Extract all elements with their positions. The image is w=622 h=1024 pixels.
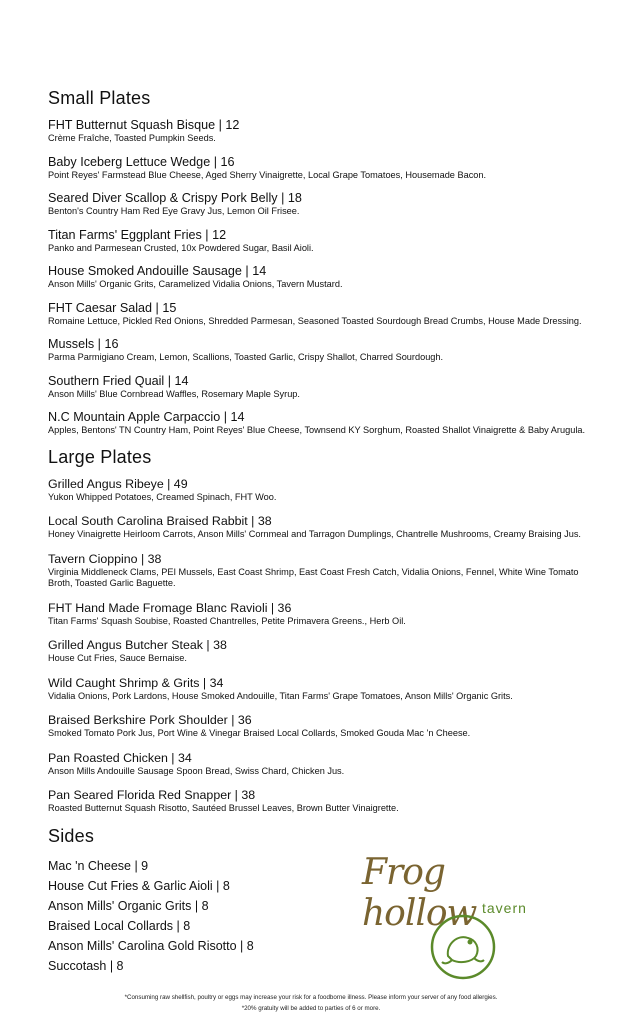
menu-item-name: Pan Seared Florida Red Snapper | 38 <box>48 788 256 802</box>
menu-item-name: Mussels | 16 <box>48 337 119 351</box>
menu-item-description: Vidalia Onions, Pork Lardons, House Smoked Andouille, Titan Farms' Grape Tomatoes, Anson Mills' Organic Grits. <box>48 690 513 701</box>
menu-item <box>48 374 600 401</box>
menu <box>48 88 600 979</box>
menu-item-name: Seared Diver Scallop & Crispy Pork Belly | 18 <box>48 191 302 205</box>
section-title: Sides <box>48 825 95 846</box>
menu-item-description: Point Reyes' Farmstead Blue Cheese, Aged Sherry Vinaigrette, Local Grape Tomatoes, Housemade Bacon. <box>48 169 487 180</box>
menu-item <box>48 301 600 328</box>
menu-item-description: House Cut Fries, Sauce Bernaise. <box>48 653 187 663</box>
menu-item-description: Apples, Bentons' TN Country Ham, Point Reyes' Blue Cheese, Townsend KY Sorghum, Roasted Shallot Vinaigrette & Baby Arugula. <box>48 425 586 435</box>
menu-item-description: Romaine Lettuce, Pickled Red Onions, Shredded Parmesan, Seasoned Toasted Sourdough Bread Crumbs, House Made Dressing. <box>48 315 582 326</box>
menu-item-description: Yukon Whipped Potatoes, Creamed Spinach, FHT Woo. <box>48 491 277 502</box>
section-title: Large Plates <box>48 446 152 467</box>
menu-item-name: Tavern Cioppino | 38 <box>48 551 162 566</box>
menu-item-name: Grilled Angus Ribeye | 49 <box>48 476 188 491</box>
side-item: Anson Mills' Carolina Gold Risotto | 8 <box>48 938 254 953</box>
footer-gratuity: *20% gratuity will be added to parties of 6 or more. <box>241 1005 381 1012</box>
menu-item-description: Crème Fraîche, Toasted Pumpkin Seeds. <box>48 133 216 143</box>
menu-item <box>48 264 600 291</box>
menu-item-description: Panko and Parmesean Crusted, 10x Powdered Sugar, Basil Aioli. <box>48 242 314 253</box>
menu-item-name: FHT Caesar Salad | 15 <box>48 300 177 315</box>
menu-item-description: Titan Farms' Squash Soubise, Roasted Chantrelles, Petite Primavera Greens., Herb Oil. <box>48 615 406 626</box>
menu-item-description: Virginia Middleneck Clams, PEI Mussels, East Coast Shrimp, East Coast Fresh Catch, Vidalia Onions, Fennel, White Wine Tomato Broth, Toasted Garlic Baguette. <box>48 566 579 588</box>
menu-item <box>48 788 600 815</box>
menu-item-name: House Smoked Andouille Sausage | 14 <box>48 264 267 278</box>
menu-item <box>48 601 600 628</box>
side-item: Anson Mills' Organic Grits | 8 <box>48 898 209 913</box>
menu-item-description: Smoked Tomato Pork Jus, Port Wine & Vinegar Braised Local Collards, Smoked Gouda Mac 'n Cheese. <box>48 728 471 738</box>
menu-item <box>48 751 600 778</box>
menu-item-name: Pan Roasted Chicken | 34 <box>48 750 192 765</box>
menu-item-name: Baby Iceberg Lettuce Wedge | 16 <box>48 154 235 169</box>
menu-item <box>48 155 600 182</box>
footer-disclaimer: *Consuming raw shellfish, poultry or eggs may increase your risk for a foodborne illness. Please inform your server of any food allergies. <box>124 994 498 1001</box>
menu-item-name: FHT Butternut Squash Bisque | 12 <box>48 118 240 132</box>
menu-item <box>48 477 600 504</box>
menu-item-name: Titan Farms' Eggplant Fries | 12 <box>48 227 227 242</box>
menu-item-description: Parma Parmigiano Cream, Lemon, Scallions, Toasted Garlic, Crispy Shallot, Charred Sourdough. <box>48 352 444 362</box>
side-item: House Cut Fries & Garlic Aioli | 8 <box>48 878 230 893</box>
menu-item-name: Southern Fried Quail | 14 <box>48 373 189 388</box>
side-item: Braised Local Collards | 8 <box>48 918 191 933</box>
menu-item-description: Honey Vinaigrette Heirloom Carrots, Anson Mills' Cornmeal and Tarragon Dumplings, Chantrelle Mushrooms, Creamy Braising Jus. <box>48 529 581 539</box>
menu-item-name: Grilled Angus Butcher Steak | 38 <box>48 638 227 652</box>
logo-script-text: Frog hollow <box>362 852 477 934</box>
menu-item <box>48 638 600 665</box>
logo-sub-text: tavern <box>482 900 527 916</box>
menu-item-name: Local South Carolina Braised Rabbit | 38 <box>48 514 272 528</box>
menu-item <box>48 514 600 541</box>
section-title: Small Plates <box>48 88 151 108</box>
menu-item-description: Anson Mills Andouille Sausage Spoon Bread, Swiss Chard, Chicken Jus. <box>48 765 345 776</box>
menu-item-name: FHT Hand Made Fromage Blanc Ravioli | 36 <box>48 600 292 615</box>
menu-item <box>48 228 600 255</box>
large-plates-section <box>48 447 600 815</box>
frog-icon <box>430 914 496 980</box>
menu-item-description: Roasted Butternut Squash Risotto, Sautéed Brussel Leaves, Brown Butter Vinaigrette. <box>48 803 399 813</box>
menu-item-description: Anson Mills' Blue Cornbread Waffles, Rosemary Maple Syrup. <box>48 388 300 399</box>
frog-hollow-logo <box>362 852 562 992</box>
menu-item-name: Wild Caught Shrimp & Grits | 34 <box>48 675 224 690</box>
menu-item <box>48 191 600 218</box>
menu-item-description: Anson Mills' Organic Grits, Caramelized Vidalia Onions, Tavern Mustard. <box>48 279 343 289</box>
menu-item-name: Braised Berkshire Pork Shoulder | 36 <box>48 713 252 727</box>
sides-section <box>48 826 348 974</box>
menu-item <box>48 676 600 703</box>
menu-item-name: N.C Mountain Apple Carpaccio | 14 <box>48 410 245 424</box>
menu-item <box>48 713 600 740</box>
menu-item <box>48 410 600 437</box>
side-item: Mac 'n Cheese | 9 <box>48 858 149 873</box>
menu-item <box>48 337 600 364</box>
menu-item <box>48 118 600 145</box>
small-plates-section <box>48 88 600 437</box>
menu-item <box>48 552 600 590</box>
side-item: Succotash | 8 <box>48 958 124 973</box>
menu-item-description: Benton's Country Ham Red Eye Gravy Jus, Lemon Oil Frisee. <box>48 206 300 216</box>
